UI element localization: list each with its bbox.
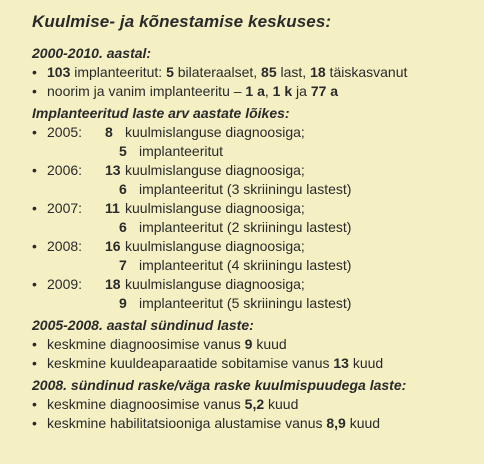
bullet-icon: • [32,238,37,254]
item-unit: kuud [348,355,384,371]
implanted-count: 7 [119,257,127,273]
list-item [32,414,484,433]
implanted-count: 6 [119,181,127,197]
panel-title: Kuulmise- ja kõnestamise keskuses: [32,12,332,31]
year-row [32,161,484,199]
item-text: keskmine habilitatsiooniga alustamise vanus [47,415,327,431]
diagnosed-text: kuulmislanguse diagnoosiga; [125,276,305,292]
implanted-text: implanteeritut (3 skriiningu lastest) [139,181,352,197]
value-bilateral: 5 [166,64,174,80]
bullet-icon: • [32,83,37,99]
item-value: 5,2 [244,396,265,412]
implanted-line [47,142,484,161]
diagnosed-count: 13 [105,162,121,178]
list-item [32,335,484,354]
implanted-text: implanteeritut (2 skriiningu lastest) [139,219,352,235]
diagnosed-text: kuulmislanguse diagnoosiga; [125,124,305,140]
bullet-icon: • [32,396,37,412]
section-heading-2008-severe: 2008. sündinud raske/väga raske kuulmispuudega laste: [32,377,407,393]
bullet-icon: • [32,162,37,178]
item-unit: kuud [345,415,381,431]
section-heading-2000-2010: 2000-2010. aastal: [32,45,152,61]
item-value: 8,9 [326,415,346,431]
value-children: 85 [261,64,277,80]
diagnosed-text: kuulmislanguse diagnoosiga; [125,238,305,254]
value-oldest: 77 a [310,83,339,99]
bullet-icon: • [32,64,37,80]
diagnosed-count: 11 [105,200,120,216]
year-row [32,199,484,237]
value-youngest-months: 1 k [272,83,293,99]
section-list-2000-2010 [32,63,484,101]
bullet-icon: • [32,415,37,431]
implanted-text: implanteeritut [139,143,224,159]
bullet-icon: • [32,200,37,216]
list-item [32,354,484,373]
diagnosed-count: 16 [105,238,121,254]
diagnosed-count: 18 [105,276,121,292]
implanted-count: 5 [119,143,127,159]
value-adults: 18 [310,64,326,80]
item-text: keskmine diagnoosimise vanus [47,336,245,352]
implanted-count: 6 [119,219,127,235]
year-label: 2008: [47,238,83,254]
implanted-line [47,294,484,313]
list-item [32,395,484,414]
item-value: 13 [333,355,349,371]
implanted-line [47,256,484,275]
list-item-age-range: • noorim ja vanim implanteeritu – 1 a, 1 k ja 77 a [32,83,339,99]
implanted-line [47,180,484,199]
year-label: 2007: [47,200,83,216]
implanted-text: implanteeritut (5 skriiningu lastest) [139,295,352,311]
bullet-icon: • [32,124,37,140]
bullet-icon: • [32,276,37,292]
section-heading-2005-2008: 2005-2008. aastal sündinud laste: [32,317,254,333]
year-label: 2006: [47,162,83,178]
diagnosed-text: kuulmislanguse diagnoosiga; [125,162,305,178]
implanted-line [47,218,484,237]
year-label: 2009: [47,276,83,292]
list-item-implant-totals: • 103 implanteeritut: 5 bilateraalset, 85 last, 18 täiskasvanut [32,64,408,80]
item-text: keskmine diagnoosimise vanus [47,396,245,412]
implanted-count: 9 [119,295,127,311]
value-total: 103 [47,64,71,80]
item-unit: kuud [264,396,299,412]
item-value: 9 [244,336,253,352]
diagnosed-count: 8 [105,124,113,140]
year-row [32,237,484,275]
implanted-text: implanteeritut (4 skriiningu lastest) [139,257,352,273]
item-text: keskmine kuuldeaparaatide sobitamise vanus [47,355,334,371]
item-unit: kuud [252,336,287,352]
diagnosed-text: kuulmislanguse diagnoosiga; [125,200,305,216]
section-list-2005-2008 [32,335,484,373]
section-list-2008-severe [32,395,484,433]
section-heading-by-year: Implanteeritud laste arv aastate lõikes: [32,105,290,121]
value-youngest-years: 1 a [245,83,265,99]
section-list-by-year [32,123,484,313]
year-row [32,275,484,313]
year-label: 2005: [47,124,83,140]
bullet-icon: • [32,336,37,352]
year-row [32,123,484,161]
bullet-icon: • [32,355,37,371]
